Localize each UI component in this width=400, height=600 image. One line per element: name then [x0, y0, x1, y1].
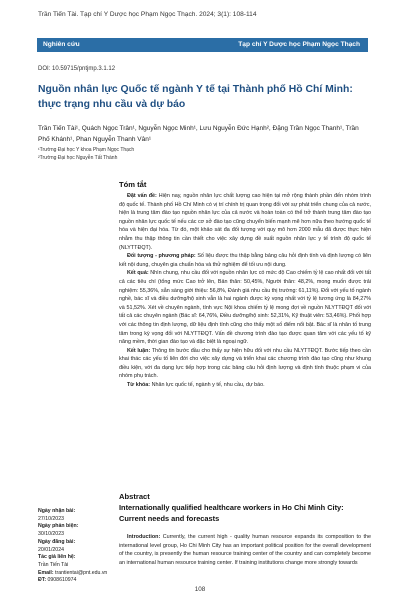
summary-body [119, 192, 371, 390]
journal-citation: Trần Tiến Tài. Tạp chí Y Dược học Phạm Ngọc Thạch. 2024; 3(1): 108-114 [38, 11, 257, 18]
summary-paragraph [119, 347, 371, 381]
affiliations [38, 147, 134, 162]
received-label: Ngày nhận bài: [38, 508, 76, 514]
reviewed-label: Ngày phản biện: [38, 523, 79, 530]
paragraph-label: Đối tượng - phương pháp: [127, 253, 196, 260]
paragraph-text: Hiện nay, nguồn nhân lực chất lượng cao hiện tại mở rộng thành phần đến nhóm trình độ quốc tế. Thành phố Hồ Chí Minh có vị trí chính trị quan trọng đối với sự phát triển chung của cả nước, hiện là trung tâm đào tạo nguồn nhân lực của cả nước và hoàn toàn có thể trở thành trung tâm đào tạo nguồn nhân lực quốc tế nếu các cơ sở đào tạo cũng chuyển biến mạnh mẽ hơn nữa theo hướng quốc tế hóa và hiện đại hóa. Từ đó, một khảo sát đa đối tượng với quy mô hơn 2000 mẫu đã được thực hiện nhằm thu thập thông tin cần thiết cho việc xây dựng đề xuất nguồn nhân lực y tế trình độ quốc tế (NLYTTĐQT). [119, 193, 371, 251]
published-date: 20/01/2024 [38, 546, 64, 553]
doi: DOI: 10.59715/pntjmp.3.1.12 [38, 66, 116, 72]
paragraph-text: Nhìn chung, nhu cầu đối với nguồn nhân lực có mức độ Cao chiếm tỷ lệ cao nhất đối với tất cả các tiêu chí (tổng mức Cao trở lên, Bản thân: 50,45%, Người thân: 48,2%, mong muốn được trải nghiệm: 55,36%, sẵn sàng giới thiệu: 56,8%, Đánh giá nhu cầu thị trường: 61,11%). Đối với yếu tố ngành nghề, bác sĩ và điều dưỡng/hộ sinh vẫn là hai ngành được kỳ vọng nhất với tỷ lệ tương ứng là 84,27% và 51,52%. Xét về chuyên ngành, tính vực Nội khoa chiếm tỷ lệ mong đợi về nguồn NLYTTĐQT đối với tất cả các chuyên ngành (Bác sĩ: 64,76%, Điều dưỡng/hộ sinh: 52,31%, Kỹ thuật viên: 53,46%). Phối hợp với các thông tin định lượng, dữ liệu định tính cũng cho thấy một số điểm nổi bật. Bác sĩ là nhân tố trung tâm trong kỳ vọng đối với NLYTTĐQT. Vấn đề chương trình đào tạo được quan tâm với các yếu tố kỹ năng mềm, thời gian đào tạo và đặc biệt là ngoại ngữ. [119, 270, 371, 346]
abstract-heading: Abstract [119, 492, 150, 501]
keywords-text: Nhân lực quốc tế, ngành y tế, nhu cầu, dự báo. [150, 382, 265, 389]
paragraph-label: Đặt vấn đề: [127, 193, 157, 199]
section-label: Nghiên cứu [43, 41, 80, 48]
phone-value: 0908610974 [47, 577, 77, 584]
keywords [119, 381, 371, 390]
article-title: Nguồn nhân lực Quốc tế ngành Y tế tại Thành phố Hồ Chí Minh: thực trạng nhu cầu và dự báo [38, 84, 353, 110]
summary-paragraph [119, 192, 371, 252]
authors: Trần Tiến Tài¹, Quách Ngọc Trân¹, Nguyễn Ngọc Minh¹, Lưu Nguyễn Đức Hạnh², Đặng Trần Ngọc Thanh¹, Trần Phố Khánh¹, Phan Nguyễn Thanh Vân¹ [38, 125, 359, 143]
email-value[interactable]: trantientai@pnt.edu.vn [55, 569, 108, 576]
received-date: 27/10/2023 [38, 515, 64, 522]
paragraph-text: Số liệu được thu thập bằng bảng câu hỏi định tính và định lượng có liên kết nội dung, chuyên gia chuẩn hóa và thử nghiệm để tối ưu nội dung. [119, 253, 371, 268]
page-number: 108 [194, 586, 206, 593]
article-info-sidebar [38, 508, 110, 585]
published-label: Ngày đăng bài: [38, 538, 76, 545]
abstract-text: Currently, the current high - quality human resource expands its composition to the international level group, Ho Chi Minh City has an important political position for the overall development of the country, is presently the human resource training center of the country and can completely become an international human resource training center. If training institutions change more strongly towards [119, 534, 371, 566]
email-label: Email: [38, 569, 54, 576]
corresponding-author: Trần Tiến Tài [38, 561, 69, 568]
keywords-label: Từ khóa: [127, 382, 151, 389]
summary-paragraph [119, 269, 371, 346]
corresponding-author-label: Tác giả liên hệ: [38, 554, 76, 561]
paragraph-text: Thông tin bước đầu cho thấy sự hiện hữu đối với nhu cầu NLYTTĐQT. Bước tiếp theo cần khai thác các yếu tố liên đới cho việc xây dựng và triển khai các chương trình đào tạo cũng như khung điều kiện, với đa dạng lực tiếp hợp trong các bảng câu hỏi định lượng và định tính thuộc phạm vi của nhóm phụ trách. [119, 347, 372, 380]
abstract-body [119, 533, 371, 567]
english-title: Internationally qualified healthcare workers in Ho Chi Minh City: Current needs and forecasts [119, 503, 344, 523]
summary-heading: Tóm tắt [119, 180, 147, 189]
paragraph-label: Kết luận: [127, 347, 151, 354]
paragraph-label: Kết quả: [127, 270, 149, 277]
phone-label: ĐT: [38, 577, 47, 584]
journal-header-band [37, 38, 368, 52]
abstract-paragraph [119, 533, 371, 567]
abstract-label: Introduction: [127, 534, 161, 540]
affiliation-2: ²Trường Đại học Nguyễn Tất Thành [38, 154, 118, 161]
journal-name: Tạp chí Y Dược học Phạm Ngọc Thạch [238, 41, 360, 48]
summary-paragraph [119, 252, 371, 269]
affiliation-1: ¹Trường Đại học Y khoa Phạm Ngọc Thạch [38, 147, 135, 153]
reviewed-date: 30/10/2023 [38, 531, 64, 538]
